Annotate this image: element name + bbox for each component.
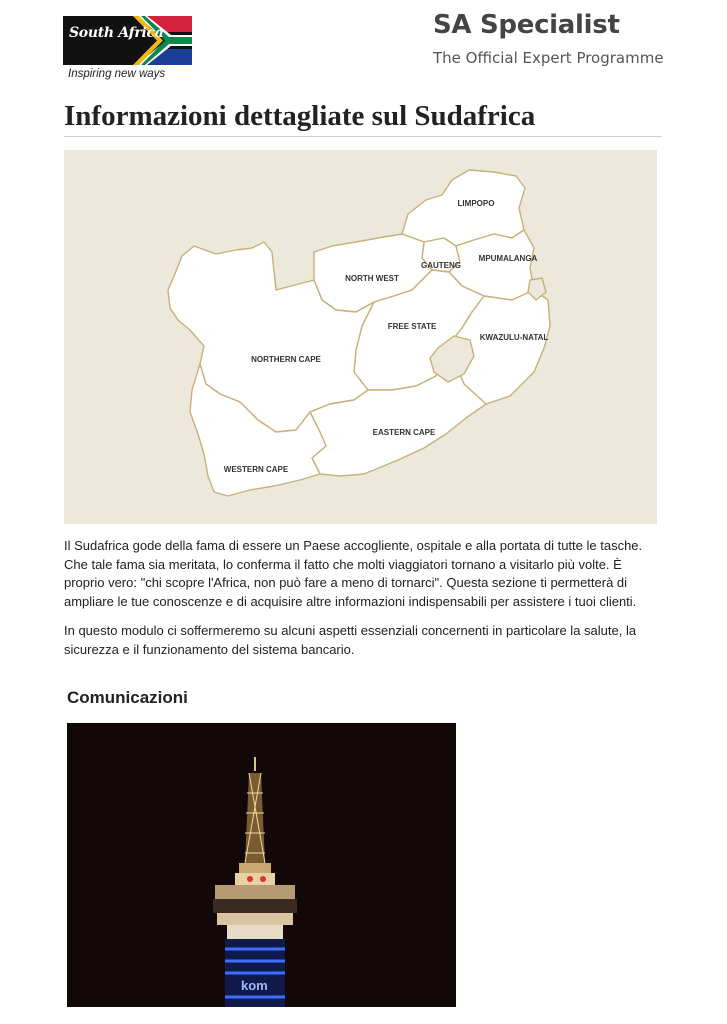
logo-tagline: Inspiring new ways xyxy=(68,68,166,80)
telecom-tower-photo xyxy=(67,723,456,1007)
label-kwazulu-natal: KWAZULU-NATAL xyxy=(479,333,549,342)
south-africa-logo xyxy=(63,16,193,86)
label-gauteng: GAUTENG xyxy=(421,261,461,270)
section-title-comunicazioni: Comunicazioni xyxy=(67,688,188,707)
label-limpopo: LIMPOPO xyxy=(457,199,495,208)
label-western-cape: WESTERN CAPE xyxy=(223,465,289,474)
logo-flag xyxy=(63,16,192,65)
page-title: Informazioni dettagliate sul Sudafrica xyxy=(64,100,536,132)
tower-sign: kom xyxy=(241,978,268,993)
logo-text: South Africa xyxy=(69,25,164,41)
provinces-map xyxy=(64,150,657,524)
label-mpumalanga: MPUMALANGA xyxy=(478,254,538,263)
intro-paragraph: Il Sudafrica gode della fama di essere un Paese accogliente, ospitale e alla portata di tutte le tasche. Che tale fama sia meritata, lo conferma il fatto che molti viaggiatori tornano a visitarlo più volte. È proprio vero: "chi scopre l'Africa, non può fare a meno di tornarci". Questa sezione ti permetterà di ampliare le tue conoscenze e di acquisire altre informazioni indispensabili per assistere i tuoi clienti. xyxy=(64,538,643,609)
program-title: SA Specialist xyxy=(433,10,620,40)
label-free-state: FREE STATE xyxy=(387,322,437,331)
label-eastern-cape: EASTERN CAPE xyxy=(372,428,436,437)
program-subtitle: The Official Expert Programme xyxy=(433,49,664,67)
tower-illustration xyxy=(67,723,456,1007)
label-north-west: NORTH WEST xyxy=(345,274,399,283)
title-divider xyxy=(64,136,662,137)
south-africa-map xyxy=(64,150,657,524)
module-paragraph: In questo modulo ci soffermeremo su alcuni aspetti essenziali concernenti in particolare la salute, la sicurezza e il funzionamento del sistema bancario. xyxy=(64,623,637,657)
label-northern-cape: NORTHERN CAPE xyxy=(251,355,321,364)
province-limpopo xyxy=(402,170,525,246)
